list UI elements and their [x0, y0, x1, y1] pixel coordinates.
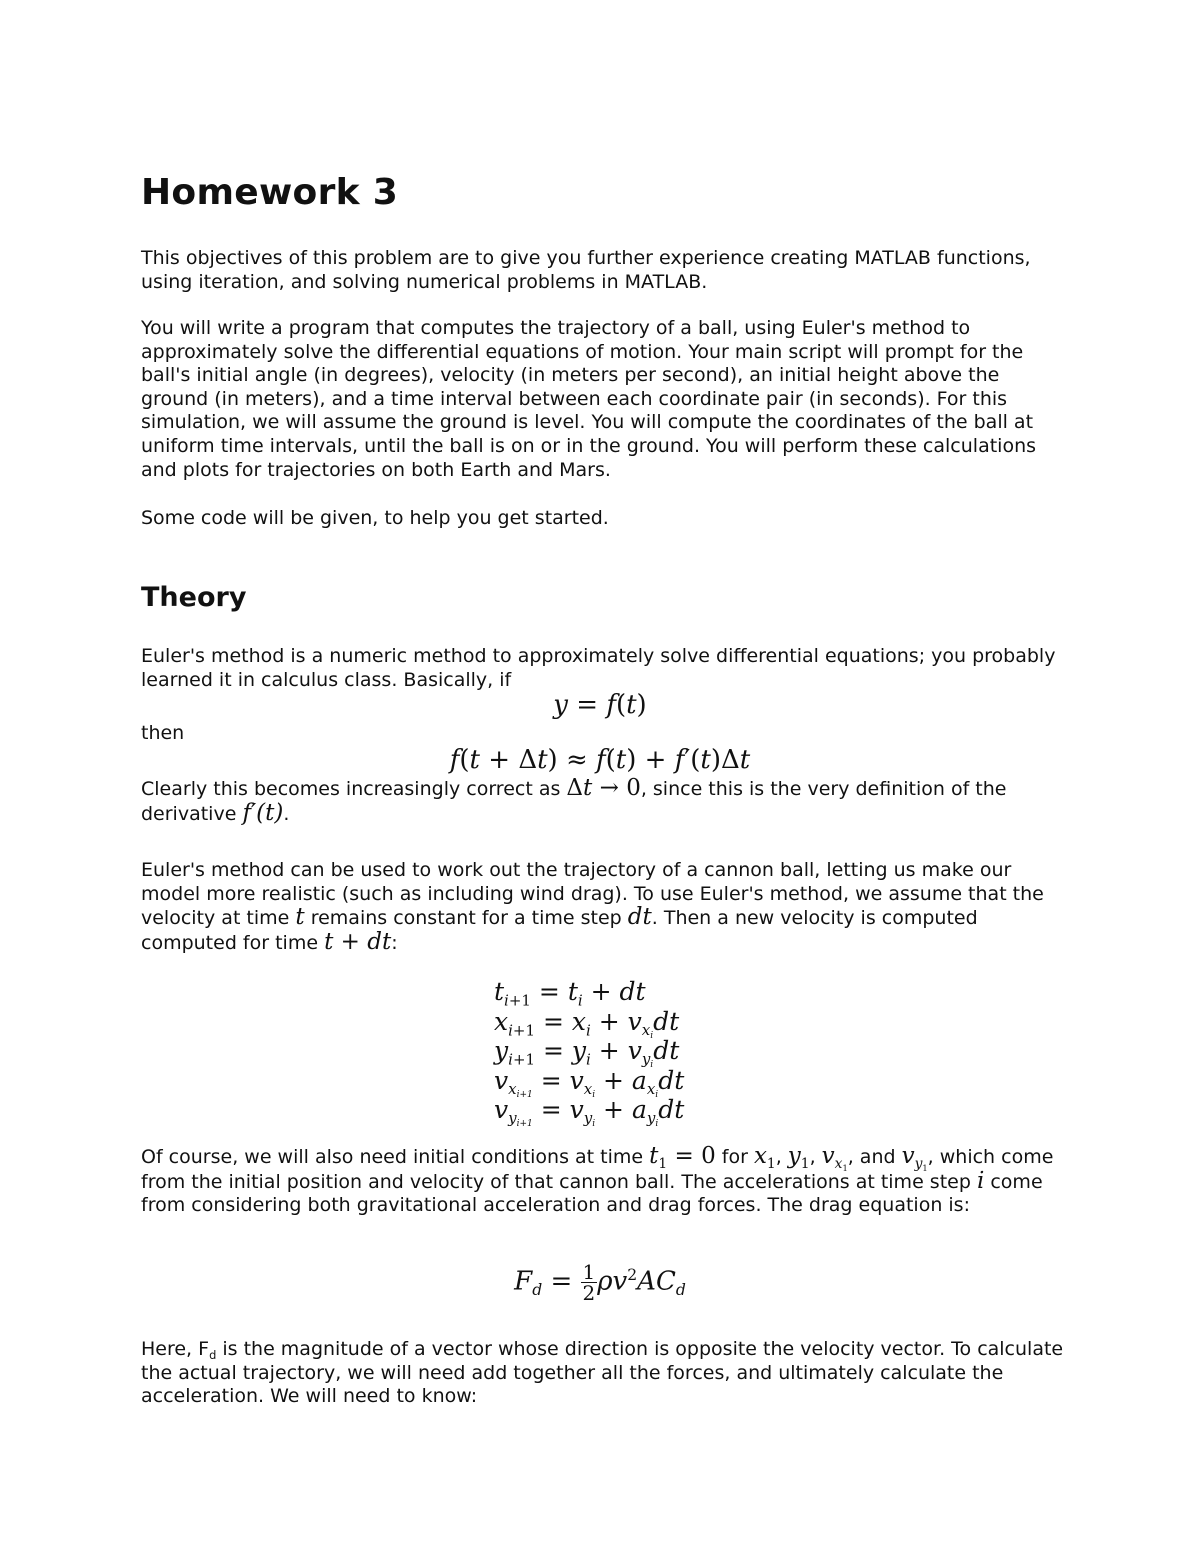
- paragraph-4-text-f: , which come from the initial position and velocity of that cannon ball. The accelerations at time step: [141, 1146, 1054, 1193]
- math-f-prime-of-t: f′(t): [242, 799, 284, 826]
- theory-paragraph-5: [141, 1338, 1071, 1409]
- theory-paragraph-2: [141, 777, 1071, 826]
- paragraph-4-text-d: ,: [809, 1146, 816, 1168]
- paragraph-4-text-e: , and: [847, 1146, 896, 1168]
- paragraph-4-text-b: for: [721, 1146, 748, 1168]
- math-y1: $y_1$: [787, 1143, 810, 1172]
- paragraph-3-text-d: :: [391, 931, 398, 954]
- equation-euler-approximation: f(t + Δt) ≈ f(t) + f′(t)Δt: [449, 745, 751, 775]
- intro-paragraph-3: Some code will be given, to help you get started.: [141, 507, 609, 529]
- math-t: t: [295, 904, 305, 931]
- math-i: i: [976, 1167, 985, 1194]
- paragraph-3-text-b: remains constant for a time step: [310, 907, 622, 930]
- math-vy1: $v_{y_1}$: [901, 1143, 928, 1173]
- equation-t-update: $t_{i+1} = t_i$ + dt: [494, 977, 646, 1010]
- paragraph-5-text-a: Here, F: [141, 1338, 210, 1360]
- paragraph-3-text-a: Euler's method can be used to work out the trajectory of a cannon ball, letting us make our model more realistic (such as including wind drag). To use Euler's method, we assume that the velocity at time: [141, 859, 1044, 930]
- paragraph-4-text-c: ,: [775, 1146, 782, 1168]
- math-t-plus-dt: t + dt: [324, 928, 392, 955]
- equation-x-update: $x_{i+1} = x_i + v_{x_i}dt$: [494, 1006, 680, 1041]
- equation-vx-update: $v_{x_{i+1}} = v_{x_i} + a_{x_i}dt$: [494, 1065, 685, 1100]
- paragraph-5-subscript: d: [209, 1347, 217, 1362]
- theory-paragraph-1: Euler's method is a numeric method to approximately solve differential equations; you probably learned it in calculus class. Basically, if: [141, 645, 1056, 691]
- equation-vy-update: $v_{y_{i+1}} = v_{y_i} + a_{y_i}dt$: [494, 1095, 685, 1130]
- paragraph-2-text-a: Clearly this becomes increasingly correct as: [141, 778, 561, 800]
- paragraph-2-text-b: , since this is the very definition of the derivative: [141, 778, 1007, 825]
- theory-paragraph-4: [141, 1145, 1071, 1218]
- paragraph-2-text-c: .: [283, 802, 290, 825]
- equation-y-equals-f-of-t: y = f(t): [553, 690, 647, 720]
- equation-y-update: $y_{i+1} = y_i + v_{y_i}dt$: [494, 1036, 680, 1071]
- page-title: Homework 3: [141, 172, 399, 213]
- equation-drag: $F_d$ = $\frac{1}{2}$ $\rho v^2AC_d$: [514, 1260, 686, 1305]
- intro-paragraph-2: You will write a program that computes the trajectory of a ball, using Euler's method to approximately solve the differential equations of motion. Your main script will prompt for the ball's initial angle (in degrees), velocity (in meters per second), an initial height above the ground (in meters), and a time interval between each coordinate pair (in seconds). For this simulation, we will assume the ground is level. You will compute the coordinates of the ball at uniform time intervals, until the ball is on or in the ground. You will perform these calculations and plots for trajectories on both Earth and Mars.: [141, 317, 1037, 481]
- intro-paragraph-1: This objectives of this problem are to give you further experience creating MATLAB functions, using iteration, and solving numerical problems in MATLAB.: [141, 247, 1031, 293]
- paragraph-4-text-g: come from considering both gravitational acceleration and drag forces. The drag equation is:: [141, 1170, 1043, 1217]
- euler-update-equations: [494, 977, 685, 1130]
- then-label: then: [141, 722, 185, 744]
- math-delta-t-to-zero: Δt → 0: [566, 775, 641, 801]
- theory-heading: Theory: [141, 582, 247, 613]
- paragraph-5-text-b: is the magnitude of a vector whose direction is opposite the velocity vector. To calculate the actual trajectory, we will need add together all the forces, and ultimately calculate the acceleration. We will need to know:: [141, 1338, 1064, 1408]
- math-x1: $x_1$: [753, 1143, 776, 1172]
- paragraph-3-text-c: . Then a new velocity is computed computed for time: [141, 907, 978, 954]
- paragraph-4-text-a: Of course, we will also need initial conditions at time: [141, 1146, 644, 1168]
- math-dt: dt: [627, 904, 652, 931]
- math-vx1: $v_{x_1}$: [821, 1143, 848, 1173]
- math-t1-equals-zero: $t_1 = 0$: [649, 1143, 716, 1172]
- theory-paragraph-3: [141, 859, 1071, 955]
